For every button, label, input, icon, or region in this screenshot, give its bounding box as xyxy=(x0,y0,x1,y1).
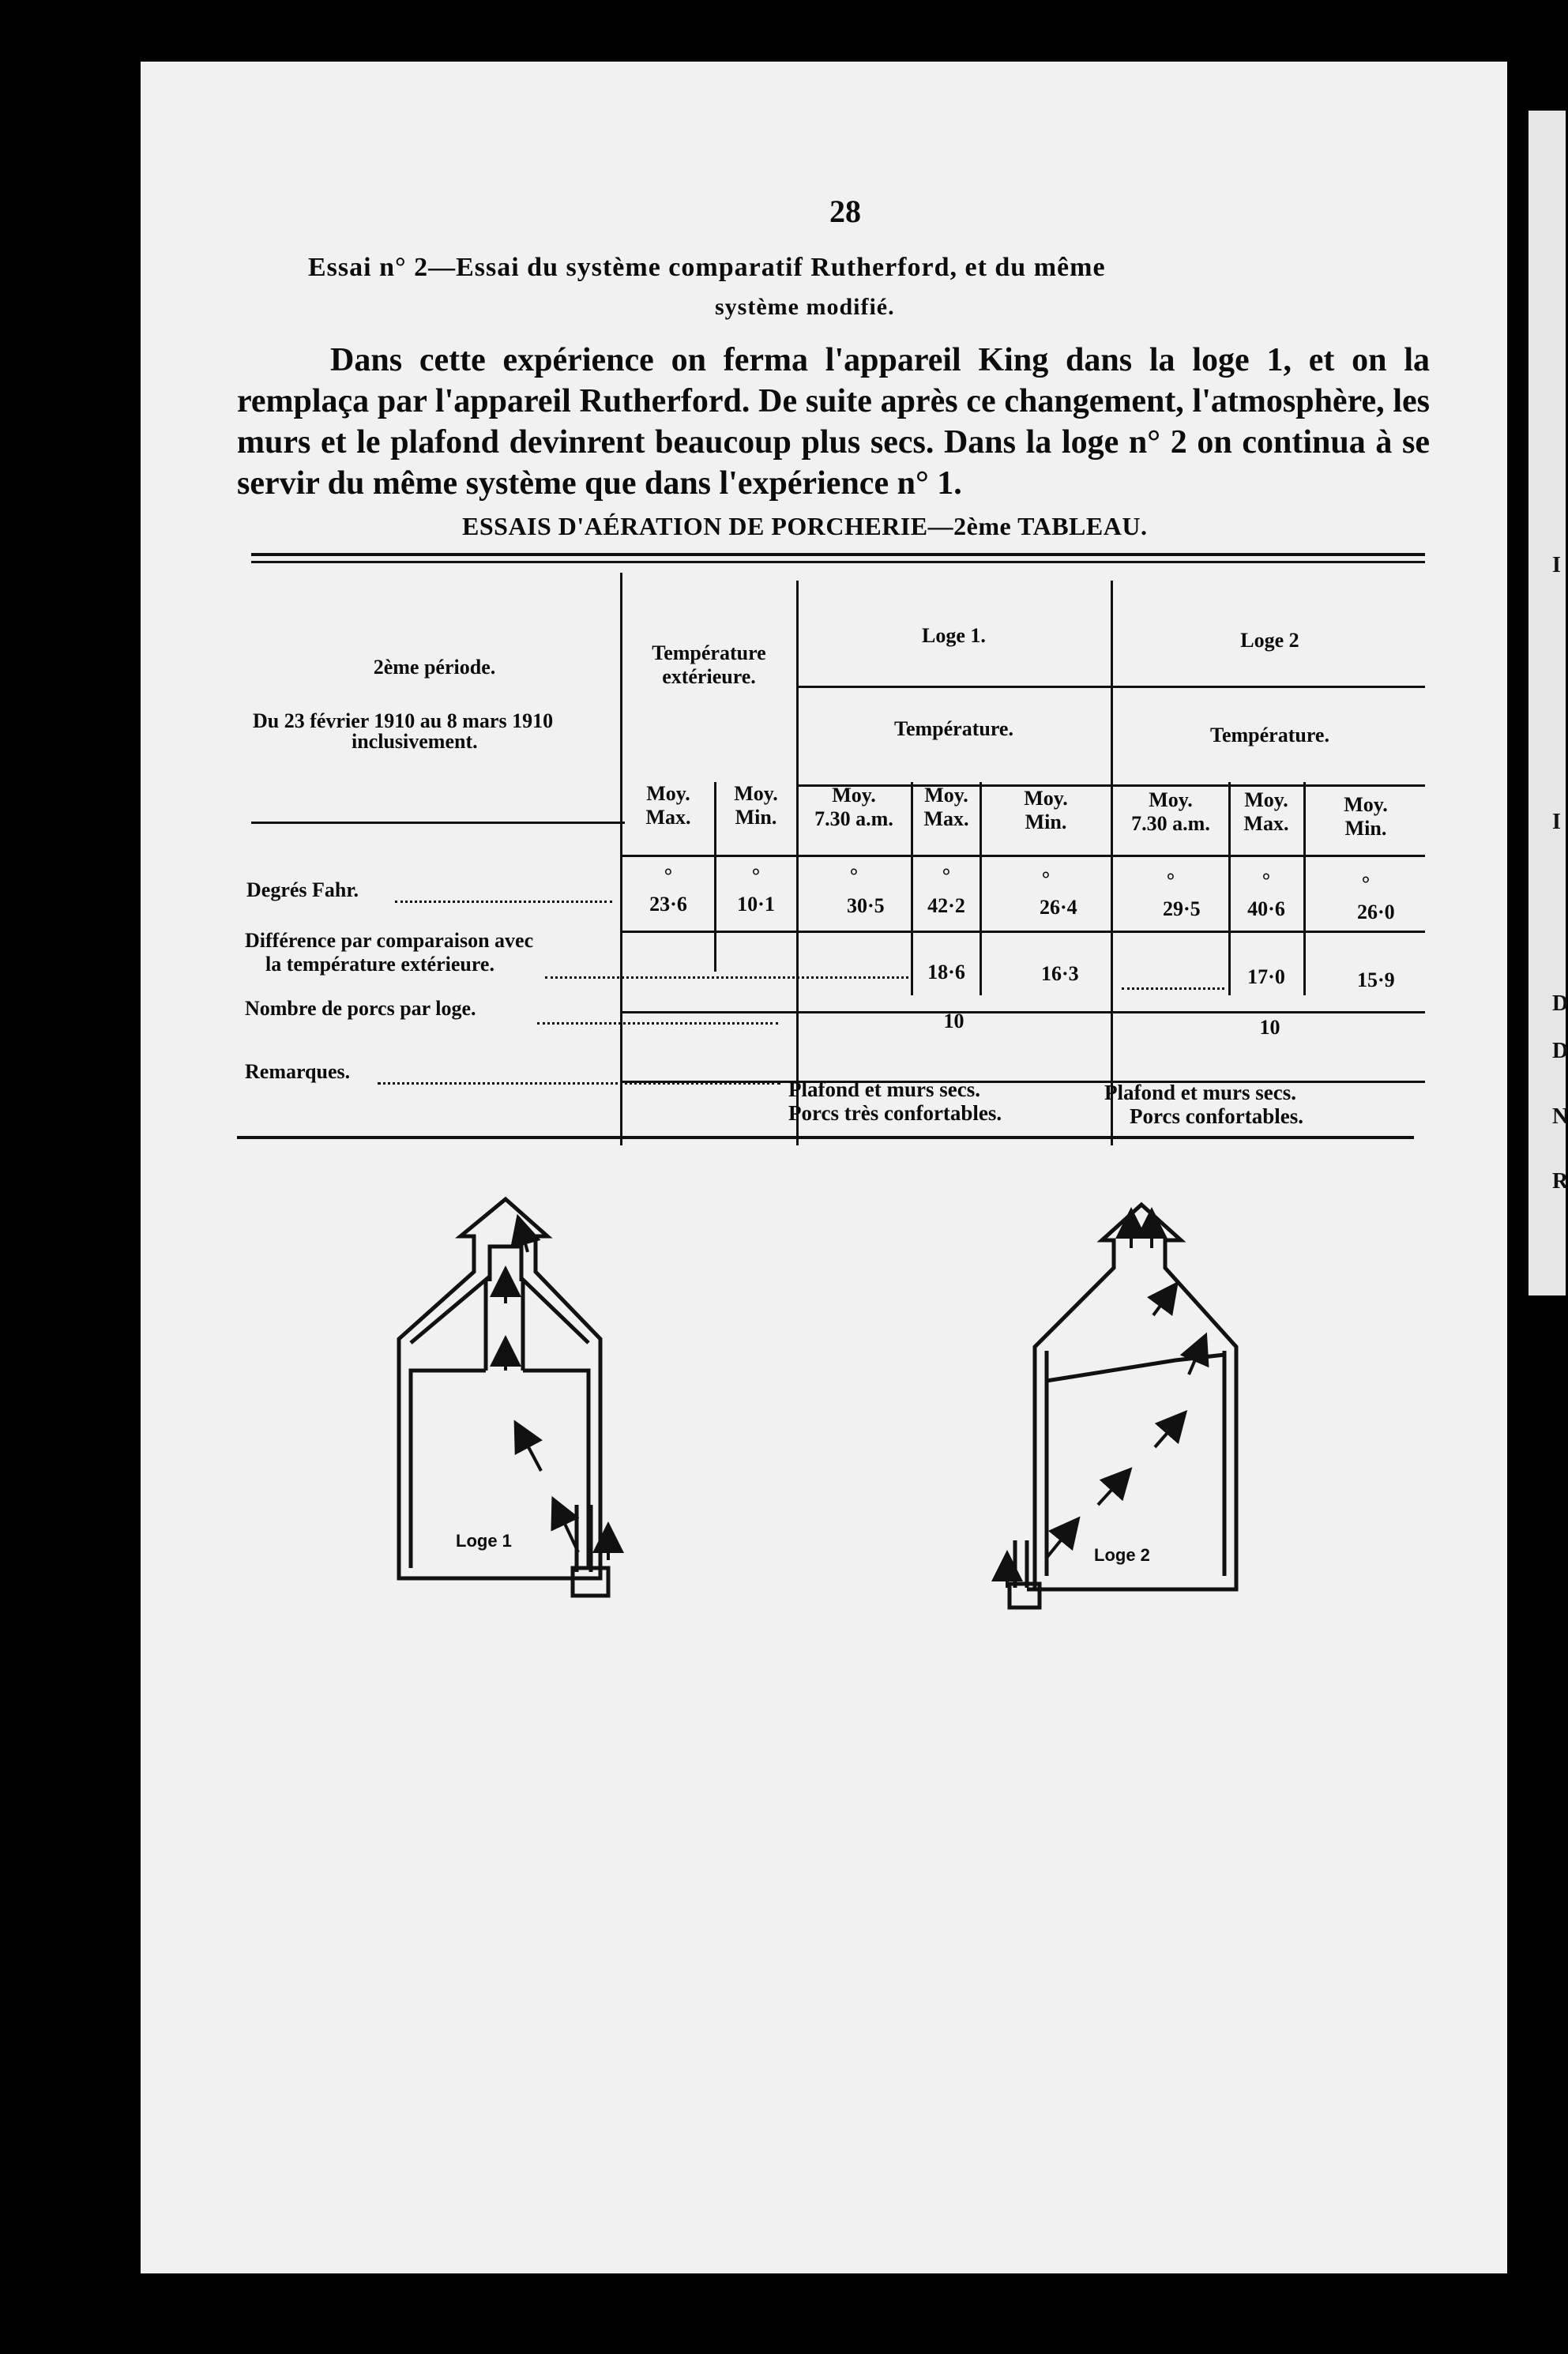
header-line: Moy. xyxy=(1244,788,1288,811)
body-paragraph: Dans cette expérience on ferma l'appareil King dans la loge 1, et on la remplaça par l'appareil Rutherford. De suite après ce changement, l'atmosphère, les murs et le plafond devinrent beaucoup plus secs. Dans la loge n° 2 on continua à se servir du même système que dans l'expérience n° 1. xyxy=(237,342,1430,502)
row-label-degres: Degrés Fahr. xyxy=(246,878,359,901)
edge-letter: D xyxy=(1552,991,1568,1016)
temp-ext-header-line1: Température xyxy=(652,641,766,664)
header-line: 7.30 a.m. xyxy=(1131,812,1210,835)
section-heading-line1: Essai n° 2—Essai du système comparatif Rutherford, et du même xyxy=(308,253,1106,282)
header-line: 7.30 a.m. xyxy=(814,807,893,830)
degree-mark: ° xyxy=(1166,869,1175,892)
cell-ext-max: 23·6 xyxy=(649,893,687,916)
edge-letter: R xyxy=(1552,1169,1568,1194)
cell-porcs-l1: 10 xyxy=(943,1010,964,1032)
table-title: ESSAIS D'AÉRATION DE PORCHERIE—2ème TABLEAU. xyxy=(462,512,1148,540)
header-line: Min. xyxy=(1025,810,1067,833)
loge1-temperature-header: Température. xyxy=(894,717,1013,740)
header-line: Max. xyxy=(1243,812,1289,835)
header-line: Moy. xyxy=(924,784,968,807)
header-line: Min. xyxy=(735,806,777,829)
header-line: Max. xyxy=(923,807,969,830)
header-line: Max. xyxy=(645,806,691,829)
cell-l1-max: 42·2 xyxy=(927,894,965,917)
loge2-header: Loge 2 xyxy=(1240,629,1299,652)
degree-mark: ° xyxy=(849,864,859,887)
cell-l2-min: 26·0 xyxy=(1357,901,1395,923)
cell-l2-730: 29·5 xyxy=(1163,897,1201,920)
row-label-difference-2: la température extérieure. xyxy=(265,953,494,976)
remark-l1-line1: Plafond et murs secs. xyxy=(788,1077,980,1101)
loge1-label: Loge 1 xyxy=(456,1531,512,1551)
header-line: Moy. xyxy=(1149,788,1193,811)
dates-line2: inclusivement. xyxy=(352,730,478,753)
degree-mark: ° xyxy=(664,864,673,887)
cell-ext-min: 10·1 xyxy=(737,893,775,916)
edge-letter: N xyxy=(1552,1104,1568,1129)
header-line: Moy. xyxy=(1344,793,1388,816)
cell-diff-l2-max: 17·0 xyxy=(1247,965,1285,988)
header-line: Moy. xyxy=(734,782,778,805)
remark-l2-line1: Plafond et murs secs. xyxy=(1104,1081,1296,1104)
header-line: Min. xyxy=(1344,817,1387,840)
row-label-porcs: Nombre de porcs par loge. xyxy=(245,997,476,1020)
edge-letter: I xyxy=(1552,553,1561,577)
cell-diff-l1-max: 18·6 xyxy=(927,961,965,983)
temp-ext-header-line2: extérieure. xyxy=(662,665,756,688)
degree-mark: ° xyxy=(942,864,951,887)
period-label: 2ème période. xyxy=(373,656,496,679)
row-label-remarques: Remarques. xyxy=(245,1060,351,1083)
loge2-label: Loge 2 xyxy=(1094,1545,1150,1565)
cell-diff-l2-min: 15·9 xyxy=(1357,968,1395,991)
degree-mark: ° xyxy=(1262,869,1271,892)
header-line: Moy. xyxy=(832,784,876,807)
edge-letter: D xyxy=(1552,1039,1568,1063)
cell-diff-l1-min: 16·3 xyxy=(1041,962,1079,985)
header-line: Moy. xyxy=(646,782,690,805)
row-label-difference-1: Différence par comparaison avec xyxy=(245,929,534,952)
dates-line1: Du 23 février 1910 au 8 mars 1910 xyxy=(253,709,554,732)
edge-letter: I xyxy=(1552,810,1561,834)
loge2-temperature-header: Température. xyxy=(1210,724,1329,746)
header-line: Moy. xyxy=(1024,787,1068,810)
remark-l2-line2: Porcs confortables. xyxy=(1130,1104,1303,1128)
loge1-header: Loge 1. xyxy=(922,624,986,647)
cell-porcs-l2: 10 xyxy=(1259,1016,1280,1039)
degree-mark: ° xyxy=(1041,867,1051,890)
section-heading-line2: système modifié. xyxy=(715,294,895,320)
page-number: 28 xyxy=(829,194,861,229)
cell-l2-max: 40·6 xyxy=(1247,897,1285,920)
degree-mark: ° xyxy=(751,864,761,887)
cell-l1-730: 30·5 xyxy=(847,894,885,917)
cell-l1-min: 26·4 xyxy=(1040,896,1077,919)
degree-mark: ° xyxy=(1361,872,1371,895)
remark-l1-line2: Porcs très confortables. xyxy=(788,1101,1002,1125)
